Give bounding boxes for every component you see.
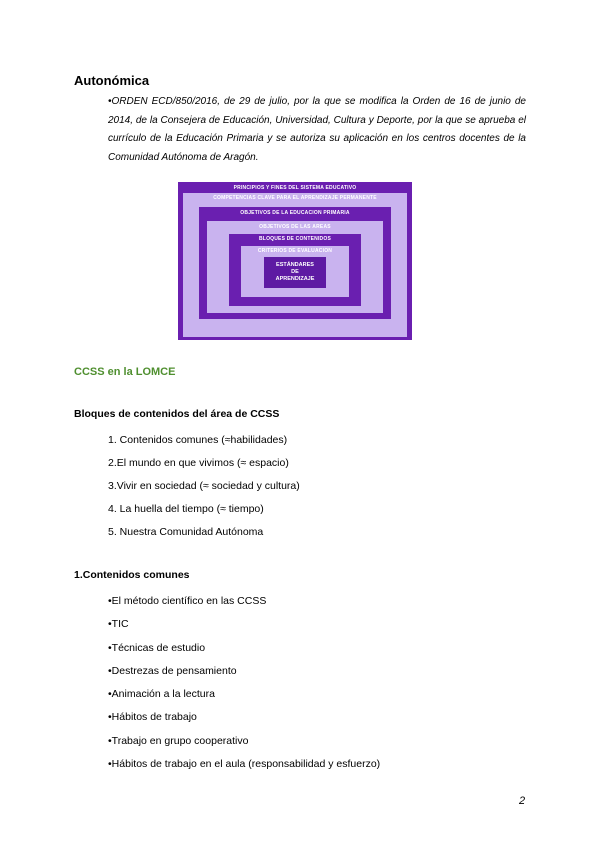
list-item: •Destrezas de pensamiento <box>108 664 237 677</box>
diagram-label-principios: PRINCIPIOS Y FINES DEL SISTEMA EDUCATIVO <box>233 185 357 191</box>
diagram-level-estandares <box>264 257 326 288</box>
list-item: •Animación a la lectura <box>108 688 215 701</box>
list-item: 3.Vivir en sociedad (≈ sociedad y cultura) <box>108 480 300 492</box>
list-item: 2.El mundo en que vivimos (≈ espacio) <box>108 457 289 469</box>
diagram-label-estandares: ESTÁNDARES DE APRENDIZAJE <box>275 262 315 282</box>
contenidos-heading: 1.Contenidos comunes <box>74 569 190 581</box>
contenidos-list <box>108 590 380 776</box>
page-number: 2 <box>519 795 526 807</box>
bloques-heading: Bloques de contenidos del área de CCSS <box>74 408 280 420</box>
diagram-label-objetivos-areas: OBJETIVOS DE LAS ÁREAS <box>259 224 331 230</box>
list-item: 5. Nuestra Comunidad Autónoma <box>108 526 264 538</box>
list-item: •El método científico en las CCSS <box>108 595 267 607</box>
curriculum-diagram <box>178 182 412 340</box>
list-item: •Hábitos de trabajo en el aula (responsabilidad y esfuerzo) <box>108 758 381 771</box>
bloques-list <box>108 429 300 544</box>
list-item: •TIC <box>108 618 129 631</box>
list-item: 1. Contenidos comunes (≈habilidades) <box>108 434 288 446</box>
list-item: •Trabajo en grupo cooperativo <box>108 734 249 747</box>
list-item: •Hábitos de trabajo <box>108 711 197 724</box>
orden-paragraph: •ORDEN ECD/850/2016, de 29 de julio, por la que se modifica la Orden de 16 de junio de 2014, de la Consejera de Educación, Universidad, Cultura y Deporte, por la que se aprueba el currículo de la Educación Primaria y se autoriza su aplicación en los centros docentes de la Comunidad Autónoma de Aragón. <box>108 96 526 163</box>
section-heading-autonomica: Autonómica <box>74 73 150 88</box>
diagram-label-competencias: COMPETENCIAS CLAVE PARA EL APRENDIZAJE PERMANENTE <box>213 195 377 201</box>
diagram-label-bloques: BLOQUES DE CONTENIDOS <box>259 236 331 242</box>
diagram-label-objetivos-primaria: OBJETIVOS DE LA EDUCACIÓN PRIMARIA <box>240 210 350 216</box>
diagram-label-criterios: CRITERIOS DE EVALUACIÓN <box>257 248 333 254</box>
ccss-heading: CCSS en la LOMCE <box>74 366 176 378</box>
list-item: •Técnicas de estudio <box>108 641 206 654</box>
list-item: 4. La huella del tiempo (≈ tiempo) <box>108 503 264 515</box>
